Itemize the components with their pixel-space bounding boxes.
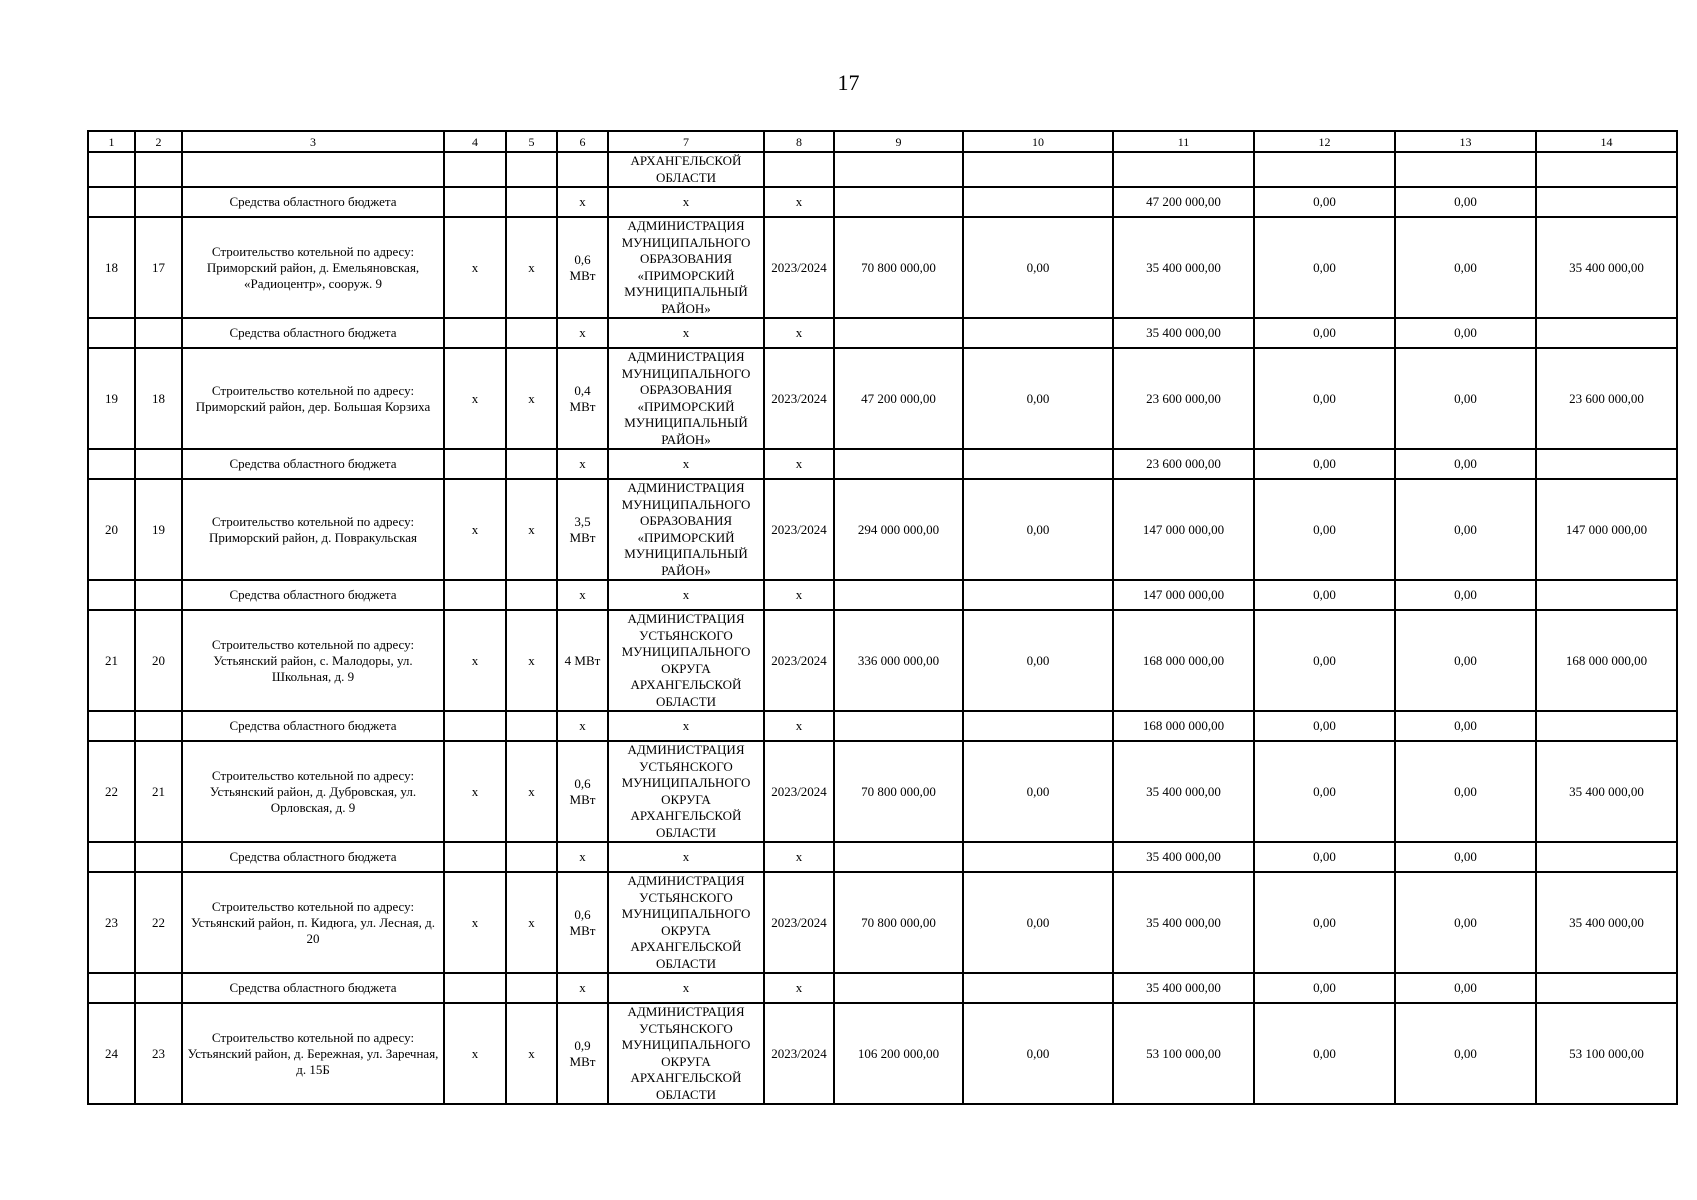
object-power: 4 МВт bbox=[557, 610, 608, 711]
cell-col12: 0,00 bbox=[1254, 711, 1395, 741]
cell-col4: х bbox=[444, 741, 506, 842]
row-number: 23 bbox=[88, 872, 135, 973]
cell-col11: 23 600 000,00 bbox=[1113, 449, 1254, 479]
regional-budget-row bbox=[88, 318, 1677, 348]
cell-col7: х bbox=[608, 842, 764, 872]
organization-cell: АДМИНИСТРАЦИЯ УСТЬЯНСКОГО МУНИЦИПАЛЬНОГО ОКРУГА АРХАНГЕЛЬСКОЙ ОБЛАСТИ bbox=[608, 872, 764, 973]
cell-col11: 35 400 000,00 bbox=[1113, 741, 1254, 842]
empty-cell bbox=[1536, 711, 1677, 741]
cell-col7: х bbox=[608, 318, 764, 348]
cell-col12: 0,00 bbox=[1254, 580, 1395, 610]
cell-col6: х bbox=[557, 187, 608, 217]
empty-cell bbox=[557, 152, 608, 187]
cell-col13: 0,00 bbox=[1395, 318, 1536, 348]
empty-cell bbox=[506, 580, 557, 610]
empty-cell bbox=[444, 152, 506, 187]
cell-col9: 294 000 000,00 bbox=[834, 479, 963, 580]
empty-cell bbox=[963, 842, 1113, 872]
cell-col14: 168 000 000,00 bbox=[1536, 610, 1677, 711]
empty-cell bbox=[506, 842, 557, 872]
empty-cell bbox=[506, 187, 557, 217]
cell-col13: 0,00 bbox=[1395, 580, 1536, 610]
empty-cell bbox=[444, 318, 506, 348]
cell-col11: 168 000 000,00 bbox=[1113, 610, 1254, 711]
cell-col12: 0,00 bbox=[1254, 842, 1395, 872]
budget-label: Средства областного бюджета bbox=[182, 973, 444, 1003]
empty-cell bbox=[88, 580, 135, 610]
organization-cell: АДМИНИСТРАЦИЯ УСТЬЯНСКОГО МУНИЦИПАЛЬНОГО ОКРУГА АРХАНГЕЛЬСКОЙ ОБЛАСТИ bbox=[608, 741, 764, 842]
empty-cell bbox=[444, 842, 506, 872]
empty-cell bbox=[834, 449, 963, 479]
object-row bbox=[88, 610, 1677, 711]
object-number: 18 bbox=[135, 348, 182, 449]
empty-cell bbox=[135, 152, 182, 187]
cell-col9: 47 200 000,00 bbox=[834, 348, 963, 449]
object-number: 17 bbox=[135, 217, 182, 318]
cell-col12: 0,00 bbox=[1254, 449, 1395, 479]
cell-col5: х bbox=[506, 610, 557, 711]
cell-col14: 23 600 000,00 bbox=[1536, 348, 1677, 449]
cell-col14: 53 100 000,00 bbox=[1536, 1003, 1677, 1104]
column-number: 4 bbox=[444, 131, 506, 152]
cell-col11: 147 000 000,00 bbox=[1113, 580, 1254, 610]
cell-col13: 0,00 bbox=[1395, 479, 1536, 580]
cell-col11: 147 000 000,00 bbox=[1113, 479, 1254, 580]
cell-col11: 35 400 000,00 bbox=[1113, 872, 1254, 973]
cell-col5: х bbox=[506, 479, 557, 580]
cell-col13: 0,00 bbox=[1395, 610, 1536, 711]
empty-cell bbox=[135, 449, 182, 479]
column-number: 10 bbox=[963, 131, 1113, 152]
empty-cell bbox=[834, 842, 963, 872]
cell-col5: х bbox=[506, 348, 557, 449]
object-address: Строительство котельной по адресу: Устьянский район, д. Бережная, ул. Заречная, д. 15Б bbox=[182, 1003, 444, 1104]
empty-cell bbox=[764, 152, 834, 187]
cell-col11: 23 600 000,00 bbox=[1113, 348, 1254, 449]
cell-col6: х bbox=[557, 580, 608, 610]
column-number: 7 bbox=[608, 131, 764, 152]
empty-cell bbox=[1536, 318, 1677, 348]
object-address: Строительство котельной по адресу: Устьянский район, д. Дубровская, ул. Орловская, д. 9 bbox=[182, 741, 444, 842]
cell-col12: 0,00 bbox=[1254, 348, 1395, 449]
page-number: 17 bbox=[837, 70, 860, 95]
object-years: 2023/2024 bbox=[764, 217, 834, 318]
empty-cell bbox=[506, 711, 557, 741]
cell-col12: 0,00 bbox=[1254, 741, 1395, 842]
empty-cell bbox=[88, 842, 135, 872]
object-years: 2023/2024 bbox=[764, 1003, 834, 1104]
empty-cell bbox=[88, 711, 135, 741]
empty-cell bbox=[88, 973, 135, 1003]
empty-cell bbox=[444, 449, 506, 479]
cell-col9: 70 800 000,00 bbox=[834, 872, 963, 973]
empty-cell bbox=[182, 152, 444, 187]
empty-cell bbox=[444, 580, 506, 610]
empty-cell bbox=[963, 318, 1113, 348]
cell-col10: 0,00 bbox=[963, 610, 1113, 711]
object-row bbox=[88, 741, 1677, 842]
empty-cell bbox=[506, 152, 557, 187]
object-years: 2023/2024 bbox=[764, 741, 834, 842]
cell-col13: 0,00 bbox=[1395, 711, 1536, 741]
object-row bbox=[88, 872, 1677, 973]
empty-cell bbox=[1536, 449, 1677, 479]
object-number: 21 bbox=[135, 741, 182, 842]
column-number: 6 bbox=[557, 131, 608, 152]
row-number: 20 bbox=[88, 479, 135, 580]
column-number: 1 bbox=[88, 131, 135, 152]
cell-col13: 0,00 bbox=[1395, 842, 1536, 872]
cell-col13: 0,00 bbox=[1395, 872, 1536, 973]
row-number: 21 bbox=[88, 610, 135, 711]
empty-cell bbox=[135, 318, 182, 348]
cell-col4: х bbox=[444, 610, 506, 711]
object-number: 23 bbox=[135, 1003, 182, 1104]
cell-col6: х bbox=[557, 449, 608, 479]
column-number: 13 bbox=[1395, 131, 1536, 152]
cell-col5: х bbox=[506, 217, 557, 318]
empty-cell bbox=[963, 711, 1113, 741]
empty-cell bbox=[963, 449, 1113, 479]
object-power: 0,6 МВт bbox=[557, 741, 608, 842]
empty-cell bbox=[1536, 842, 1677, 872]
column-number: 3 bbox=[182, 131, 444, 152]
empty-cell bbox=[834, 580, 963, 610]
empty-cell bbox=[834, 711, 963, 741]
cell-col13: 0,00 bbox=[1395, 1003, 1536, 1104]
object-address: Строительство котельной по адресу: Приморский район, д. Емельяновская, «Радиоцентр», сооруж. 9 bbox=[182, 217, 444, 318]
cell-col13: 0,00 bbox=[1395, 449, 1536, 479]
column-number: 2 bbox=[135, 131, 182, 152]
empty-cell bbox=[88, 318, 135, 348]
cell-col9: 336 000 000,00 bbox=[834, 610, 963, 711]
cell-col12: 0,00 bbox=[1254, 187, 1395, 217]
cell-col12: 0,00 bbox=[1254, 1003, 1395, 1104]
column-number: 9 bbox=[834, 131, 963, 152]
row-number: 22 bbox=[88, 741, 135, 842]
cell-col7: х bbox=[608, 449, 764, 479]
empty-cell bbox=[963, 580, 1113, 610]
cell-col7: х bbox=[608, 187, 764, 217]
cell-col8: х bbox=[764, 711, 834, 741]
object-years: 2023/2024 bbox=[764, 348, 834, 449]
cell-col12: 0,00 bbox=[1254, 872, 1395, 973]
cell-col4: х bbox=[444, 479, 506, 580]
column-number: 11 bbox=[1113, 131, 1254, 152]
cell-col12: 0,00 bbox=[1254, 610, 1395, 711]
budget-label: Средства областного бюджета bbox=[182, 449, 444, 479]
empty-cell bbox=[834, 152, 963, 187]
object-row bbox=[88, 348, 1677, 449]
object-years: 2023/2024 bbox=[764, 479, 834, 580]
continuation-row bbox=[88, 152, 1677, 187]
empty-cell bbox=[135, 580, 182, 610]
empty-cell bbox=[1395, 152, 1536, 187]
cell-col12: 0,00 bbox=[1254, 973, 1395, 1003]
cell-col8: х bbox=[764, 973, 834, 1003]
object-address: Строительство котельной по адресу: Устьянский район, с. Малодоры, ул. Школьная, д. 9 bbox=[182, 610, 444, 711]
cell-col8: х bbox=[764, 580, 834, 610]
funding-table bbox=[87, 130, 1678, 1105]
empty-cell bbox=[88, 152, 135, 187]
budget-label: Средства областного бюджета bbox=[182, 318, 444, 348]
cell-col14: 35 400 000,00 bbox=[1536, 741, 1677, 842]
empty-cell bbox=[135, 842, 182, 872]
empty-cell bbox=[1254, 152, 1395, 187]
cell-col7: х bbox=[608, 711, 764, 741]
cell-col9: 106 200 000,00 bbox=[834, 1003, 963, 1104]
cell-col7: х bbox=[608, 580, 764, 610]
empty-cell bbox=[135, 973, 182, 1003]
column-number: 8 bbox=[764, 131, 834, 152]
cell-col11: 53 100 000,00 bbox=[1113, 1003, 1254, 1104]
object-row bbox=[88, 479, 1677, 580]
empty-cell bbox=[135, 711, 182, 741]
cell-col13: 0,00 bbox=[1395, 973, 1536, 1003]
object-row bbox=[88, 217, 1677, 318]
cell-col11: 168 000 000,00 bbox=[1113, 711, 1254, 741]
object-power: 0,6 МВт bbox=[557, 872, 608, 973]
empty-cell bbox=[1113, 152, 1254, 187]
cell-col6: х bbox=[557, 318, 608, 348]
object-years: 2023/2024 bbox=[764, 872, 834, 973]
cell-col6: х bbox=[557, 973, 608, 1003]
cell-col13: 0,00 bbox=[1395, 348, 1536, 449]
budget-label: Средства областного бюджета bbox=[182, 580, 444, 610]
cell-col10: 0,00 bbox=[963, 479, 1113, 580]
row-number: 18 bbox=[88, 217, 135, 318]
cell-col8: х bbox=[764, 842, 834, 872]
object-number: 20 bbox=[135, 610, 182, 711]
cell-col6: х bbox=[557, 711, 608, 741]
cell-col5: х bbox=[506, 1003, 557, 1104]
cell-col10: 0,00 bbox=[963, 217, 1113, 318]
object-address: Строительство котельной по адресу: Приморский район, дер. Большая Корзиха bbox=[182, 348, 444, 449]
column-number: 14 bbox=[1536, 131, 1677, 152]
cell-col8: х bbox=[764, 449, 834, 479]
empty-cell bbox=[506, 973, 557, 1003]
empty-cell bbox=[834, 187, 963, 217]
cell-col12: 0,00 bbox=[1254, 479, 1395, 580]
cell-col11: 35 400 000,00 bbox=[1113, 973, 1254, 1003]
cell-col11: 47 200 000,00 bbox=[1113, 187, 1254, 217]
object-power: 0,4 МВт bbox=[557, 348, 608, 449]
cell-col5: х bbox=[506, 741, 557, 842]
cell-col8: х bbox=[764, 318, 834, 348]
cell-col13: 0,00 bbox=[1395, 217, 1536, 318]
empty-cell bbox=[963, 187, 1113, 217]
object-number: 22 bbox=[135, 872, 182, 973]
cell-col4: х bbox=[444, 217, 506, 318]
cell-col10: 0,00 bbox=[963, 872, 1113, 973]
empty-cell bbox=[1536, 580, 1677, 610]
regional-budget-row bbox=[88, 187, 1677, 217]
budget-label: Средства областного бюджета bbox=[182, 187, 444, 217]
cell-col10: 0,00 bbox=[963, 348, 1113, 449]
object-address: Строительство котельной по адресу: Устьянский район, п. Кидюга, ул. Лесная, д. 20 bbox=[182, 872, 444, 973]
regional-budget-row bbox=[88, 449, 1677, 479]
column-number: 12 bbox=[1254, 131, 1395, 152]
cell-col12: 0,00 bbox=[1254, 318, 1395, 348]
organization-cell: АДМИНИСТРАЦИЯ УСТЬЯНСКОГО МУНИЦИПАЛЬНОГО ОКРУГА АРХАНГЕЛЬСКОЙ ОБЛАСТИ bbox=[608, 610, 764, 711]
regional-budget-row bbox=[88, 973, 1677, 1003]
cell-col10: 0,00 bbox=[963, 741, 1113, 842]
cell-col8: х bbox=[764, 187, 834, 217]
cell-col11: 35 400 000,00 bbox=[1113, 842, 1254, 872]
organization-cell: АДМИНИСТРАЦИЯ УСТЬЯНСКОГО МУНИЦИПАЛЬНОГО ОКРУГА АРХАНГЕЛЬСКОЙ ОБЛАСТИ bbox=[608, 1003, 764, 1104]
empty-cell bbox=[506, 449, 557, 479]
column-number: 5 bbox=[506, 131, 557, 152]
regional-budget-row bbox=[88, 580, 1677, 610]
empty-cell bbox=[444, 187, 506, 217]
object-power: 3,5 МВт bbox=[557, 479, 608, 580]
object-power: 0,6 МВт bbox=[557, 217, 608, 318]
object-row bbox=[88, 1003, 1677, 1104]
regional-budget-row bbox=[88, 842, 1677, 872]
cell-col12: 0,00 bbox=[1254, 217, 1395, 318]
empty-cell bbox=[88, 187, 135, 217]
cell-col9: 70 800 000,00 bbox=[834, 217, 963, 318]
organization-cell: АРХАНГЕЛЬСКОЙ ОБЛАСТИ bbox=[608, 152, 764, 187]
empty-cell bbox=[963, 152, 1113, 187]
object-years: 2023/2024 bbox=[764, 610, 834, 711]
cell-col4: х bbox=[444, 348, 506, 449]
row-number: 24 bbox=[88, 1003, 135, 1104]
object-address: Строительство котельной по адресу: Приморский район, д. Повракульская bbox=[182, 479, 444, 580]
cell-col9: 70 800 000,00 bbox=[834, 741, 963, 842]
organization-cell: АДМИНИСТРАЦИЯ МУНИЦИПАЛЬНОГО ОБРАЗОВАНИЯ «ПРИМОРСКИЙ МУНИЦИПАЛЬНЫЙ РАЙОН» bbox=[608, 217, 764, 318]
empty-cell bbox=[834, 973, 963, 1003]
empty-cell bbox=[1536, 187, 1677, 217]
regional-budget-row bbox=[88, 711, 1677, 741]
row-number: 19 bbox=[88, 348, 135, 449]
cell-col10: 0,00 bbox=[963, 1003, 1113, 1104]
organization-cell: АДМИНИСТРАЦИЯ МУНИЦИПАЛЬНОГО ОБРАЗОВАНИЯ «ПРИМОРСКИЙ МУНИЦИПАЛЬНЫЙ РАЙОН» bbox=[608, 479, 764, 580]
empty-cell bbox=[963, 973, 1113, 1003]
cell-col5: х bbox=[506, 872, 557, 973]
cell-col11: 35 400 000,00 bbox=[1113, 217, 1254, 318]
organization-cell: АДМИНИСТРАЦИЯ МУНИЦИПАЛЬНОГО ОБРАЗОВАНИЯ «ПРИМОРСКИЙ МУНИЦИПАЛЬНЫЙ РАЙОН» bbox=[608, 348, 764, 449]
cell-col4: х bbox=[444, 872, 506, 973]
cell-col4: х bbox=[444, 1003, 506, 1104]
empty-cell bbox=[88, 449, 135, 479]
object-number: 19 bbox=[135, 479, 182, 580]
empty-cell bbox=[444, 711, 506, 741]
cell-col6: х bbox=[557, 842, 608, 872]
empty-cell bbox=[135, 187, 182, 217]
cell-col14: 35 400 000,00 bbox=[1536, 217, 1677, 318]
empty-cell bbox=[1536, 152, 1677, 187]
cell-col7: х bbox=[608, 973, 764, 1003]
cell-col11: 35 400 000,00 bbox=[1113, 318, 1254, 348]
budget-label: Средства областного бюджета bbox=[182, 711, 444, 741]
empty-cell bbox=[1536, 973, 1677, 1003]
empty-cell bbox=[506, 318, 557, 348]
empty-cell bbox=[444, 973, 506, 1003]
cell-col13: 0,00 bbox=[1395, 741, 1536, 842]
column-number-row bbox=[88, 131, 1677, 152]
empty-cell bbox=[834, 318, 963, 348]
cell-col14: 147 000 000,00 bbox=[1536, 479, 1677, 580]
budget-label: Средства областного бюджета bbox=[182, 842, 444, 872]
object-power: 0,9 МВт bbox=[557, 1003, 608, 1104]
cell-col14: 35 400 000,00 bbox=[1536, 872, 1677, 973]
cell-col13: 0,00 bbox=[1395, 187, 1536, 217]
